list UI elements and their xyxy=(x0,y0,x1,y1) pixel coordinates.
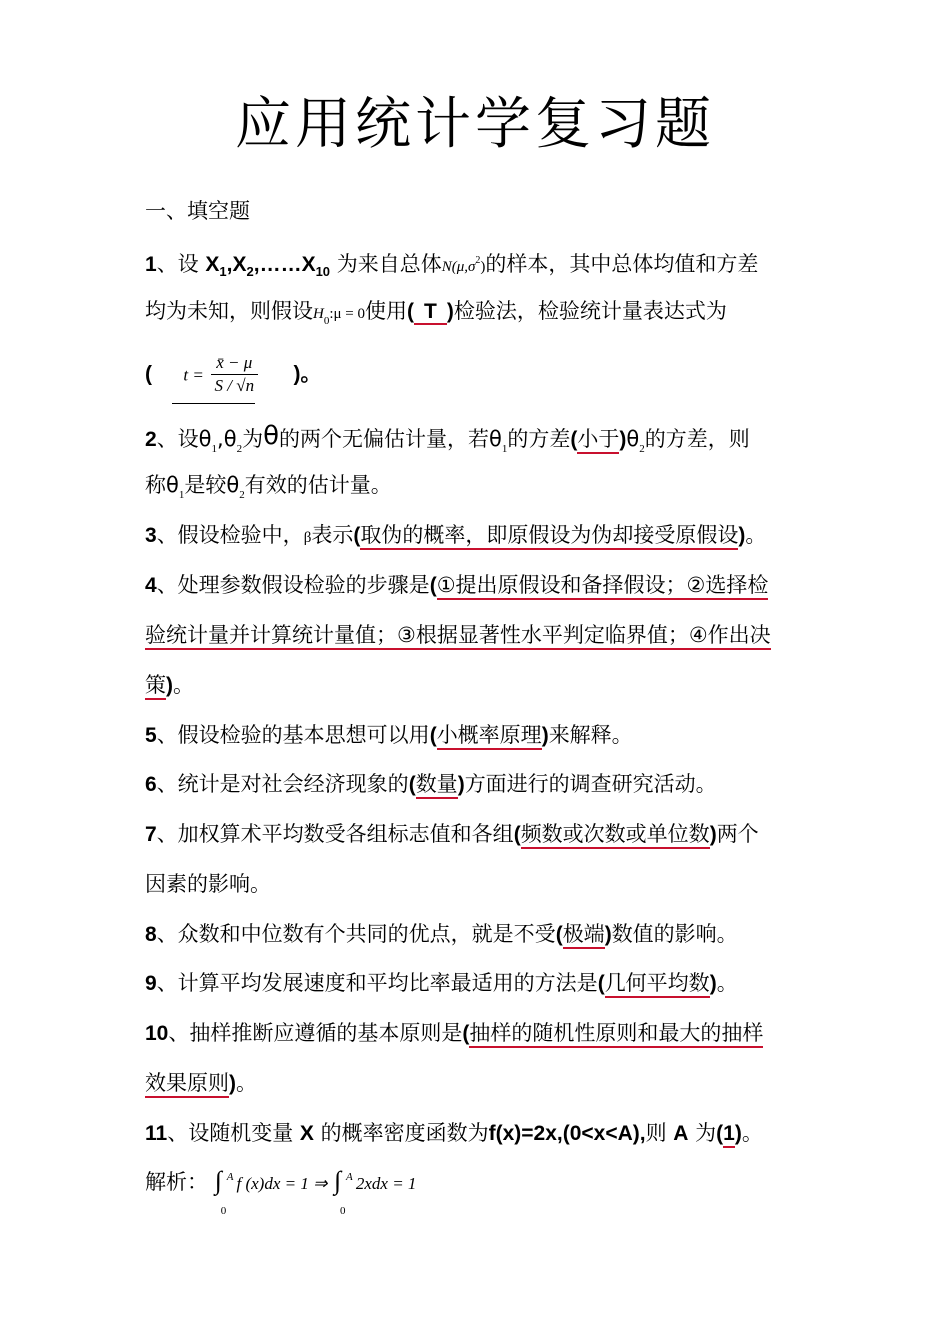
answer-4-part-1: ①提出原假设和备择假设；②选择检 xyxy=(437,573,769,600)
question-1-line-2: 均为未知，则假设$H_0:\mu = 0$使用( T )检验法，检验统计量表达式为 xyxy=(145,299,727,327)
page-title: 应用统计学复习题 xyxy=(235,92,715,157)
answer-2: 小于 xyxy=(577,427,619,454)
question-7-line-1: 7、加权算术平均数受各组标志值和各组(频数或次数或单位数)两个 xyxy=(145,819,815,850)
answer-7: 频数或次数或单位数 xyxy=(521,822,710,849)
answer-3: 取伪的概率，即原假设为伪却接受原假设 xyxy=(360,523,738,550)
integral-expression-1: f (x)dx = 1 ⇒ xyxy=(236,1174,328,1193)
question-2-line-1: 2、设$\theta_1,\theta_2$为θ的两个无偏估计量，若$\theta_1$的方差(小于)$\theta_2$的方差，则 xyxy=(145,421,750,455)
question-1-line-3: ( t = $\frac{x̄ - \mu}{S / √n}$ )。 xyxy=(145,353,322,395)
question-1-line-1: 1、设 $X_1,X_2,\dots\dots X_{10}$ 为来自总体$N(\mu,\sigma^2)$的样本，其中总体均值和方差 xyxy=(145,252,759,279)
answer-6: 数量 xyxy=(416,772,458,799)
answer-4-part-2: 验统计量并计算统计量值；③根据显著性水平判定临界值；④作出决 xyxy=(145,623,771,650)
integral-sign-1: ∫ A 0 xyxy=(214,1166,234,1217)
question-10-line-1: 10、抽样推断应遵循的基本原则是(抽样的随机性原则和最大的抽样 xyxy=(145,1018,815,1049)
answer-5: 小概率原理 xyxy=(437,723,542,750)
analysis-label: 解析： xyxy=(145,1170,208,1194)
question-10-line-2: 效果原则)。 xyxy=(145,1068,815,1099)
question-4-line-1: 4、处理参数假设检验的步骤是(①提出原假设和备择假设；②选择检 xyxy=(145,570,815,601)
question-9: 9、计算平均发展速度和平均比率最适用的方法是(几何平均数)。 xyxy=(145,968,815,999)
sample-x2: X xyxy=(232,253,247,276)
question-4-line-3: 策)。 xyxy=(145,670,815,701)
answer-10-part-2: 效果原则 xyxy=(145,1071,229,1098)
analysis-line xyxy=(145,1166,815,1216)
question-5: 5、假设检验的基本思想可以用(小概率原理)来解释。 xyxy=(145,720,815,751)
question-4-line-2 xyxy=(145,620,815,650)
answer-9: 几何平均数 xyxy=(605,971,710,998)
answer-11: 1 xyxy=(723,1122,735,1148)
section-heading: 一、填空题 xyxy=(145,199,250,223)
question-2-line-2: 称$\theta_1$是较$\theta_2$有效的估计量。 xyxy=(145,473,392,501)
population-distribution: N(μ,σ xyxy=(441,259,476,275)
question-3: 3、假设检验中，β表示(取伪的概率，即原假设为伪却接受原假设)。 xyxy=(145,520,815,553)
question-8: 8、众数和中位数有个共同的优点，就是不受(极端)数值的影响。 xyxy=(145,919,815,950)
question-11: 11、设随机变量 X 的概率密度函数为f(x)=2x,(0<x<A),则 A 为(1)。 xyxy=(145,1118,815,1149)
integral-sign-2: ∫ A 0 xyxy=(334,1166,353,1217)
t-statistic-formula: $\frac{x̄ - \mu}{S / √n}$ xyxy=(211,352,259,397)
answer-underline xyxy=(172,403,255,404)
answer-4-part-3: 策 xyxy=(145,673,166,700)
question-7-line-2: 因素的影响。 xyxy=(145,872,271,896)
sample-x1: X xyxy=(205,253,220,276)
integral-expression-2: 2xdx = 1 xyxy=(355,1174,417,1193)
answer-10-part-1: 抽样的随机性原则和最大的抽样 xyxy=(469,1021,763,1048)
question-6: 6、统计是对社会经济现象的(数量)方面进行的调查研究活动。 xyxy=(145,769,815,800)
answer-8: 极端 xyxy=(563,922,605,949)
answer-1: T xyxy=(414,300,447,325)
